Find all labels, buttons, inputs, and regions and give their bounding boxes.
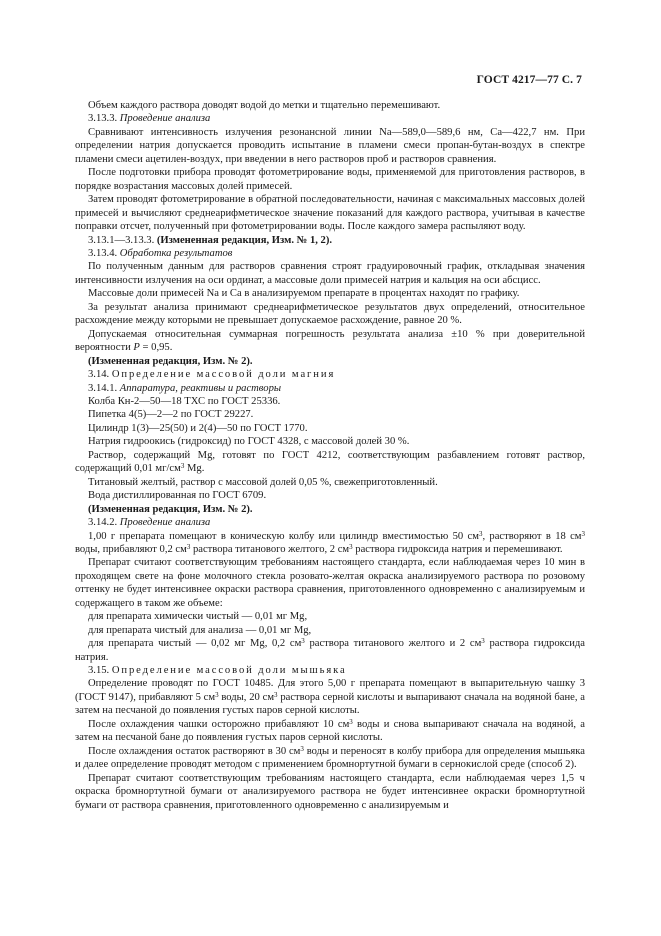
paragraph: Препарат считают соответствующим требованиям настоящего стандарта, если наблюдаемая через 10 мин в проходящем свете на фоне молочного стекла розовато-желтая окраска анализируемого раствора по розовому оттенку не будет интенсивнее окраски раствора сравнения, приготовленного одновременно с анализируемым и содержащего в таком же объеме: (75, 557, 585, 609)
paragraph: Определение проводят по ГОСТ 10485. Для этого 5,00 г препарата помещают в выпарительную чашку 3 (ГОСТ 9147), прибавляют 5 $см^3$ воды, 20 $см^3$ раствора серной кислоты и выпаривают сначала на водяной бане, а затем на песчаной до появления густых паров серной кислоты. (75, 678, 585, 717)
paragraph: 1,00 г препарата помещают в коническую колбу или цилиндр вместимостью 50 $см^3$, растворяют в 18 $см^3$ воды, прибавляют 0,2 $см^3$ раствора титанового желтого, 2 $см^3$ раствора гидроксида натрия и перемешивают. (75, 529, 586, 555)
paragraph: (Измененная редакция, Изм. № 2). (88, 503, 253, 515)
paragraph: 3.14.2. Проведение анализа (88, 517, 211, 529)
paragraph: Цилиндр 1(3)—25(50) и 2(4)—50 по ГОСТ 1770. (88, 422, 308, 434)
paragraph: 3.13.3. Проведение анализа (88, 113, 211, 125)
paragraph: Допускаемая относительная суммарная погрешность результата анализа ±10 % при доверительной вероятности P = 0,95. (75, 328, 585, 354)
paragraph: Массовые доли примесей Na и Са в анализируемом препарате в процентах находят по графику. (88, 288, 520, 300)
paragraph: Колба Кн-2—50—18 ТХС по ГОСТ 25336. (88, 395, 281, 407)
paragraph: Затем проводят фотометрирование в обратной последовательности, начиная с максимальных массовых долей примесей и вычисляют среднеарифметическое значение показаний для каждого раствора, учитывая в качестве поправки отсчет, полученный при фотометрировании воды. После каждого замера распыляют воду. (75, 194, 585, 233)
paragraph: 3.14. Определение массовой доли магния (88, 369, 336, 381)
paragraph: (Измененная редакция, Изм. № 2). (88, 355, 253, 367)
paragraph: После подготовки прибора проводят фотометрирование воды, применяемой для приготовления растворов, в порядке возрастания массовых долей примесей. (75, 167, 585, 192)
paragraph: По полученным данным для растворов сравнения строят градуировочный график, откладывая значения интенсивности излучения на оси ординат, а массовые доли примесей натрия и кальция на оси абсцисс. (75, 261, 585, 286)
paragraph: После охлаждения чашки осторожно прибавляют 10 $см^3$ воды и снова выпаривают сначала на водяной, а затем на песчаной бане до появления густых паров серной кислоты. (75, 717, 585, 744)
paragraph: 3.13.1—3.13.3. (Измененная редакция, Изм. № 1, 2). (88, 234, 333, 246)
paragraph: для препарата чистый для анализа — 0,01 мг Mg, (88, 624, 312, 636)
paragraph: Раствор, содержащий Mg, готовят по ГОСТ 4212, соответствующим разбавлением готовят раствор, содержащий 0,01 $мг/см^3$ Mg. (75, 449, 585, 475)
paragraph: Пипетка 4(5)—2—2 по ГОСТ 29227. (88, 409, 254, 421)
paragraph: Препарат считают соответствующим требованиям настоящего стандарта, если наблюдаемая через 1,5 ч окраска бромнортутной бумаги от анализируемого раствора не будет интенсивнее окраски бромнортутной бумаги от раствора сравнения, приготовленного одновременно с анализируемым и (75, 772, 585, 811)
paragraph: для препарата химически чистый — 0,01 мг Mg, (88, 611, 308, 623)
paragraph: Титановый желтый, раствор с массовой долей 0,05 %, свежеприготовленный. (88, 476, 438, 488)
paragraph: Натрия гидроокись (гидроксид) по ГОСТ 4328, с массовой долей 30 %. (88, 436, 410, 448)
paragraph: За результат анализа принимают среднеарифметическое результатов двух определений, относительное расхождение между которыми не превышает допускаемое расхождение, равное 20 %. (75, 301, 585, 327)
paragraph: После охлаждения остаток растворяют в 30 $см^3$ воды и переносят в колбу прибора для определения мышьяка и далее определение проводят методом с применением бромнортутной бумаги в сернокислой среде (способ 2). (75, 744, 585, 771)
paragraph: 3.15. Определение массовой доли мышьяка (88, 665, 347, 677)
document-body (75, 99, 585, 812)
paragraph: 3.14.1. Аппаратура, реактивы и растворы (88, 382, 282, 394)
page-header: ГОСТ 4217—77 С. 7 (476, 74, 582, 86)
paragraph: Сравнивают интенсивность излучения резонансной линии Na—589,0—589,6 нм, Са—422,7 нм. При определении натрия допускается проводить испытание в пламени смеси пропан-бутан-воздух в спектре пламени смеси ацетилен-воздух, при введении в него растворов проб и растворов сравнения. (75, 126, 585, 165)
paragraph: Объем каждого раствора доводят водой до метки и тщательно перемешивают. (88, 100, 441, 111)
paragraph: 3.13.4. Обработка результатов (88, 247, 233, 259)
paragraph: для препарата чистый — 0,02 мг Mg, 0,2 $см^3$ раствора титанового желтого и 2 $см^3$ раствора гидроксида натрия. (75, 637, 585, 663)
paragraph: Вода дистиллированная по ГОСТ 6709. (88, 490, 267, 502)
